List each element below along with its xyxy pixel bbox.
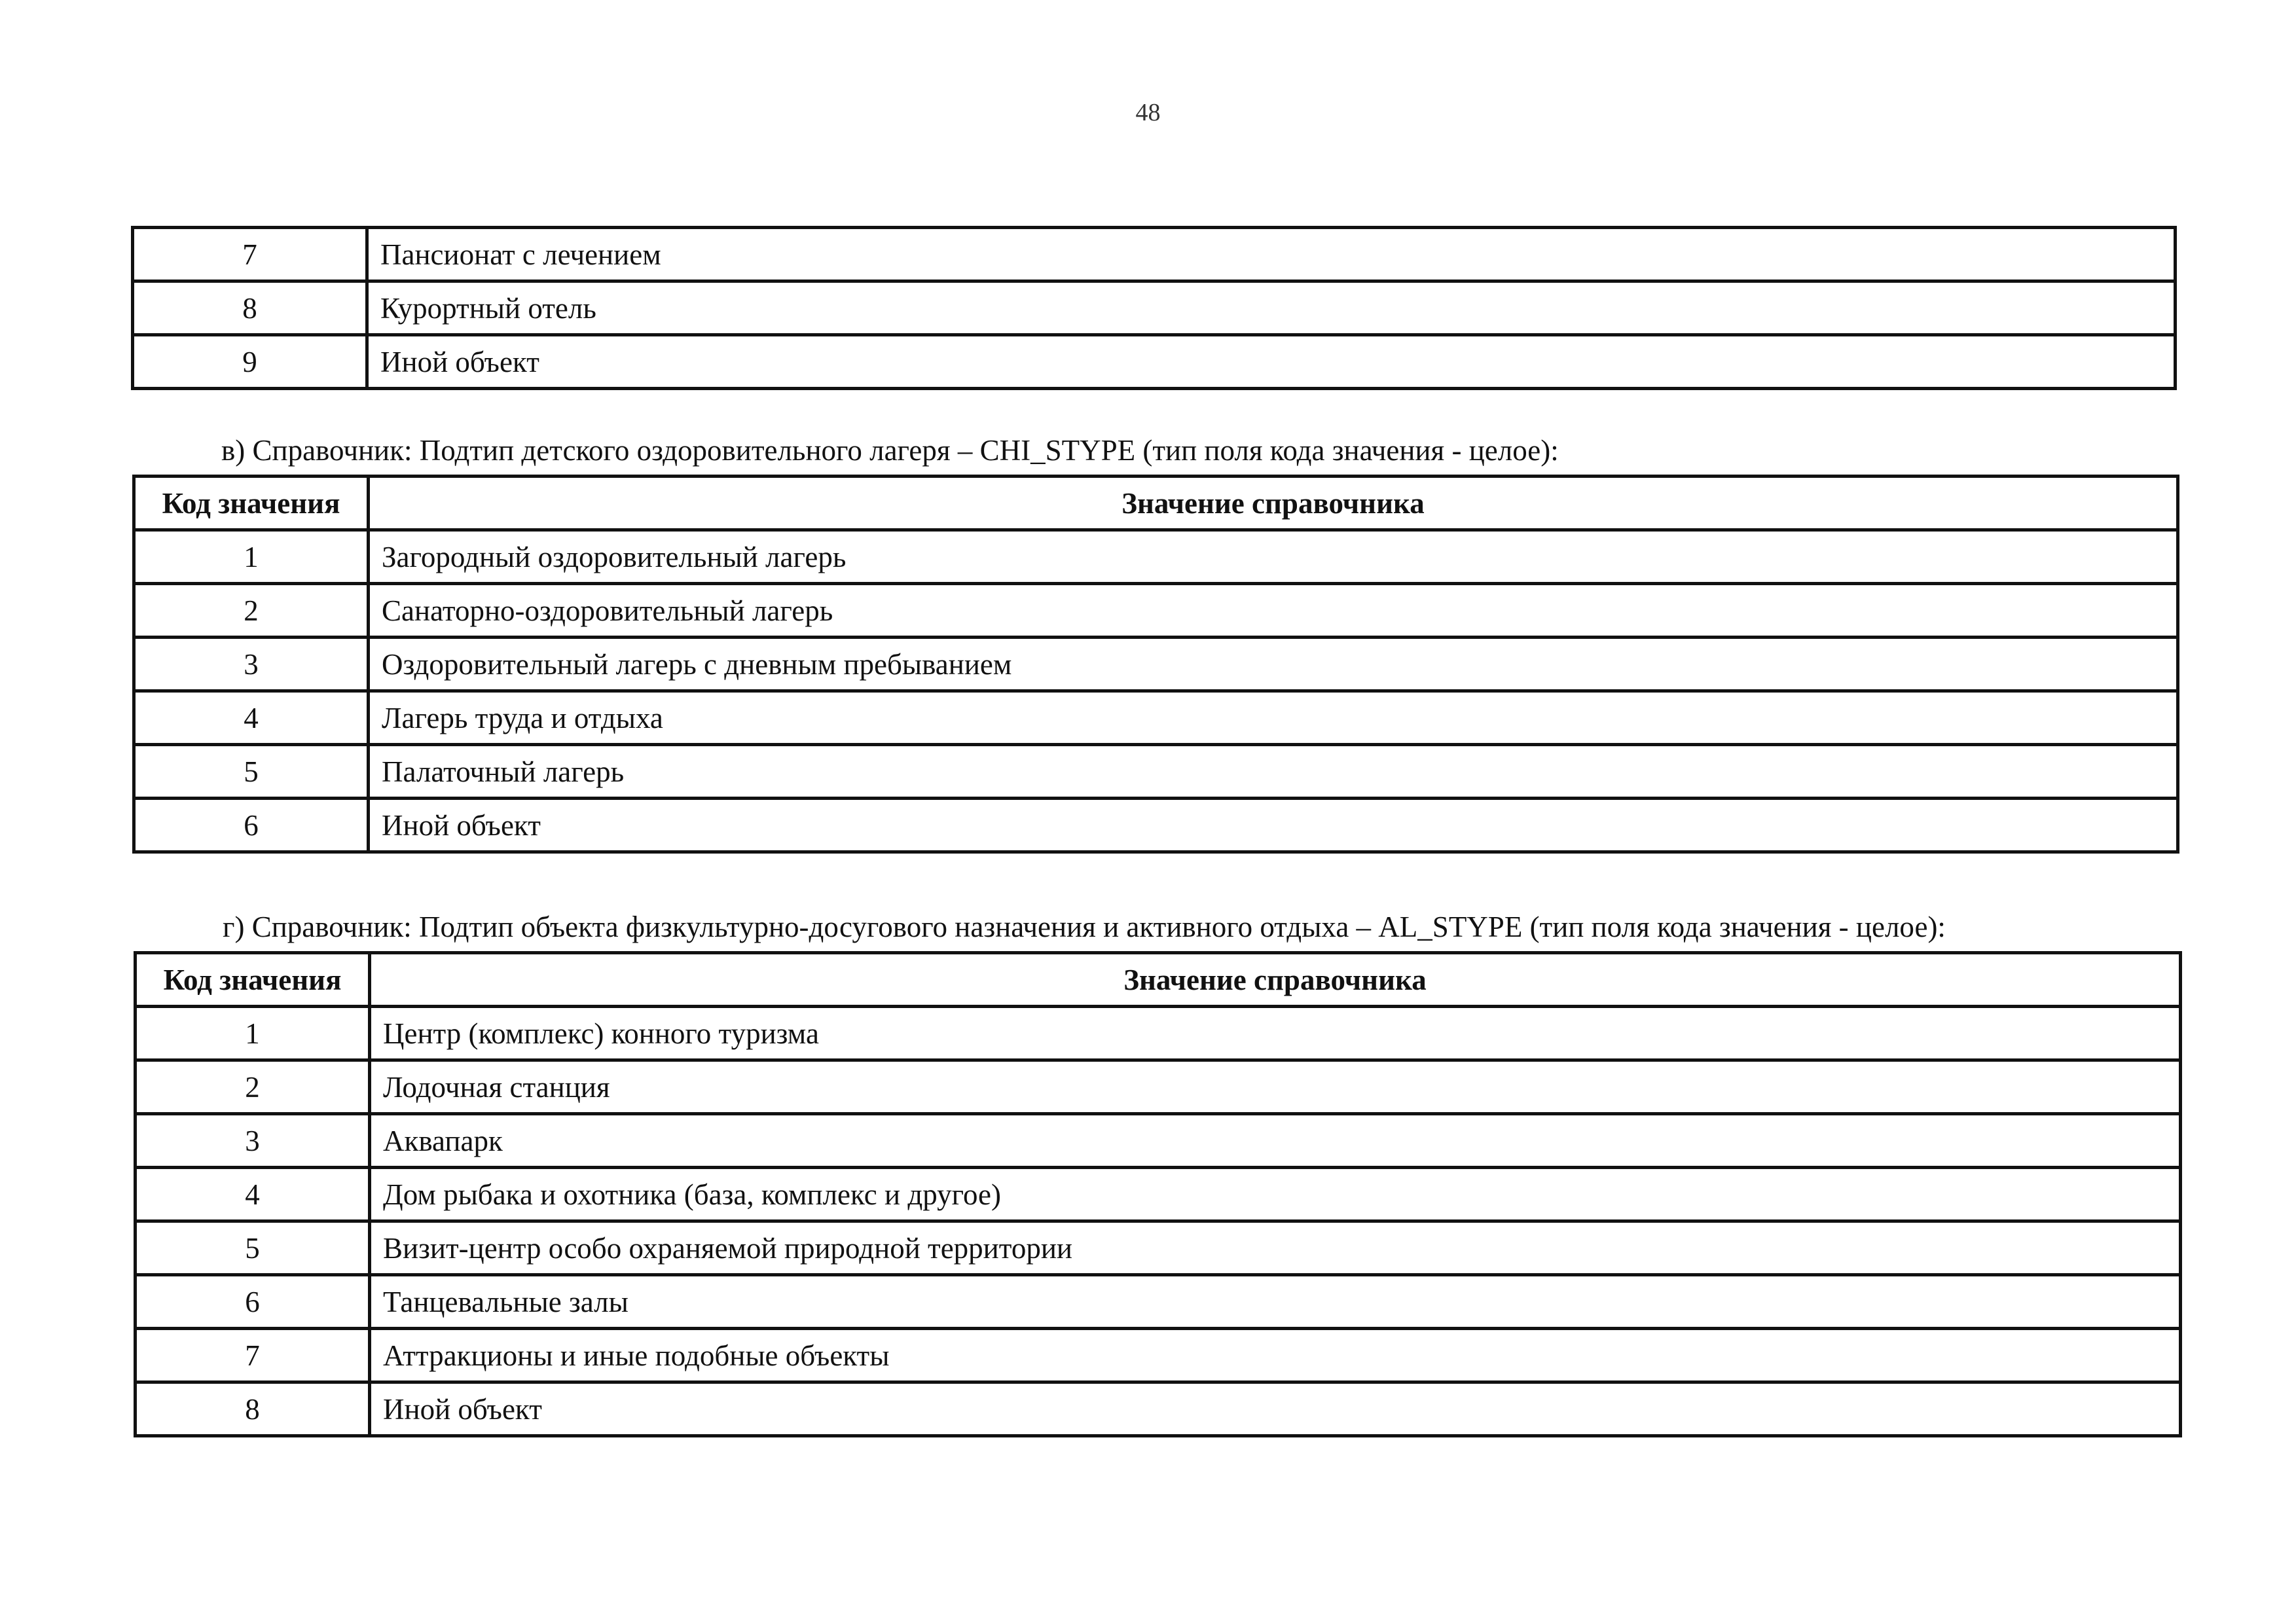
- cell-code: 6: [136, 1275, 370, 1329]
- cell-code: 9: [133, 335, 367, 389]
- table-row: [136, 1382, 2181, 1436]
- cell-code: 8: [136, 1382, 370, 1436]
- table-row: [136, 1221, 2181, 1275]
- table-row: [134, 530, 2178, 584]
- header-value: Значение справочника: [369, 477, 2178, 530]
- page-number: 48: [1135, 99, 1161, 126]
- cell-value: Иной объект: [369, 799, 2178, 852]
- table-row: [133, 228, 2176, 281]
- cell-value: Центр (комплекс) конного туризма: [370, 1007, 2181, 1060]
- cell-value: Пансионат с лечением: [367, 228, 2176, 281]
- table-row: [136, 1168, 2181, 1221]
- cell-code: 5: [136, 1221, 370, 1275]
- cell-code: 5: [134, 745, 369, 799]
- table-al-stype: [134, 951, 2182, 1437]
- cell-value: Лагерь труда и отдыха: [369, 691, 2178, 745]
- cell-code: 1: [136, 1007, 370, 1060]
- cell-code: 2: [136, 1060, 370, 1114]
- table-row: [134, 691, 2178, 745]
- cell-value: Аквапарк: [370, 1114, 2181, 1168]
- table-chi-stype: [132, 475, 2179, 854]
- header-code: Код значения: [136, 953, 370, 1007]
- cell-value: Лодочная станция: [370, 1060, 2181, 1114]
- table-row: [136, 1275, 2181, 1329]
- header-value: Значение справочника: [370, 953, 2181, 1007]
- cell-value: Палаточный лагерь: [369, 745, 2178, 799]
- table-row: [133, 281, 2176, 335]
- table-row: [136, 1007, 2181, 1060]
- cell-value: Курортный отель: [367, 281, 2176, 335]
- table-row: [136, 1329, 2181, 1382]
- cell-code: 4: [134, 691, 369, 745]
- table-row: [134, 638, 2178, 691]
- cell-code: 1: [134, 530, 369, 584]
- cell-code: 7: [136, 1329, 370, 1382]
- table-row: [136, 1114, 2181, 1168]
- cell-value: Визит-центр особо охраняемой природной территории: [370, 1221, 2181, 1275]
- caption-al-stype: г) Справочник: Подтип объекта физкультурно-досугового назначения и активного отдыха – AL_STYPE (тип поля кода значения - целое):: [223, 911, 1946, 943]
- table-row: [134, 799, 2178, 852]
- cell-code: 3: [134, 638, 369, 691]
- cell-code: 6: [134, 799, 369, 852]
- cell-value: Иной объект: [370, 1382, 2181, 1436]
- cell-value: Оздоровительный лагерь с дневным пребыванием: [369, 638, 2178, 691]
- cell-code: 8: [133, 281, 367, 335]
- table-row: [134, 745, 2178, 799]
- table-row: [134, 584, 2178, 638]
- cell-value: Иной объект: [367, 335, 2176, 389]
- table-header-row: [134, 477, 2178, 530]
- header-code: Код значения: [134, 477, 369, 530]
- table-continuation: [131, 226, 2177, 390]
- cell-code: 4: [136, 1168, 370, 1221]
- table-row: [133, 335, 2176, 389]
- caption-chi-stype: в) Справочник: Подтип детского оздоровительного лагеря – CHI_STYPE (тип поля кода значения - целое):: [221, 434, 1559, 467]
- table-header-row: [136, 953, 2181, 1007]
- cell-value: Аттракционы и иные подобные объекты: [370, 1329, 2181, 1382]
- cell-value: Загородный оздоровительный лагерь: [369, 530, 2178, 584]
- cell-value: Дом рыбака и охотника (база, комплекс и другое): [370, 1168, 2181, 1221]
- cell-code: 2: [134, 584, 369, 638]
- cell-value: Санаторно-оздоровительный лагерь: [369, 584, 2178, 638]
- cell-code: 7: [133, 228, 367, 281]
- cell-code: 3: [136, 1114, 370, 1168]
- table-row: [136, 1060, 2181, 1114]
- cell-value: Танцевальные залы: [370, 1275, 2181, 1329]
